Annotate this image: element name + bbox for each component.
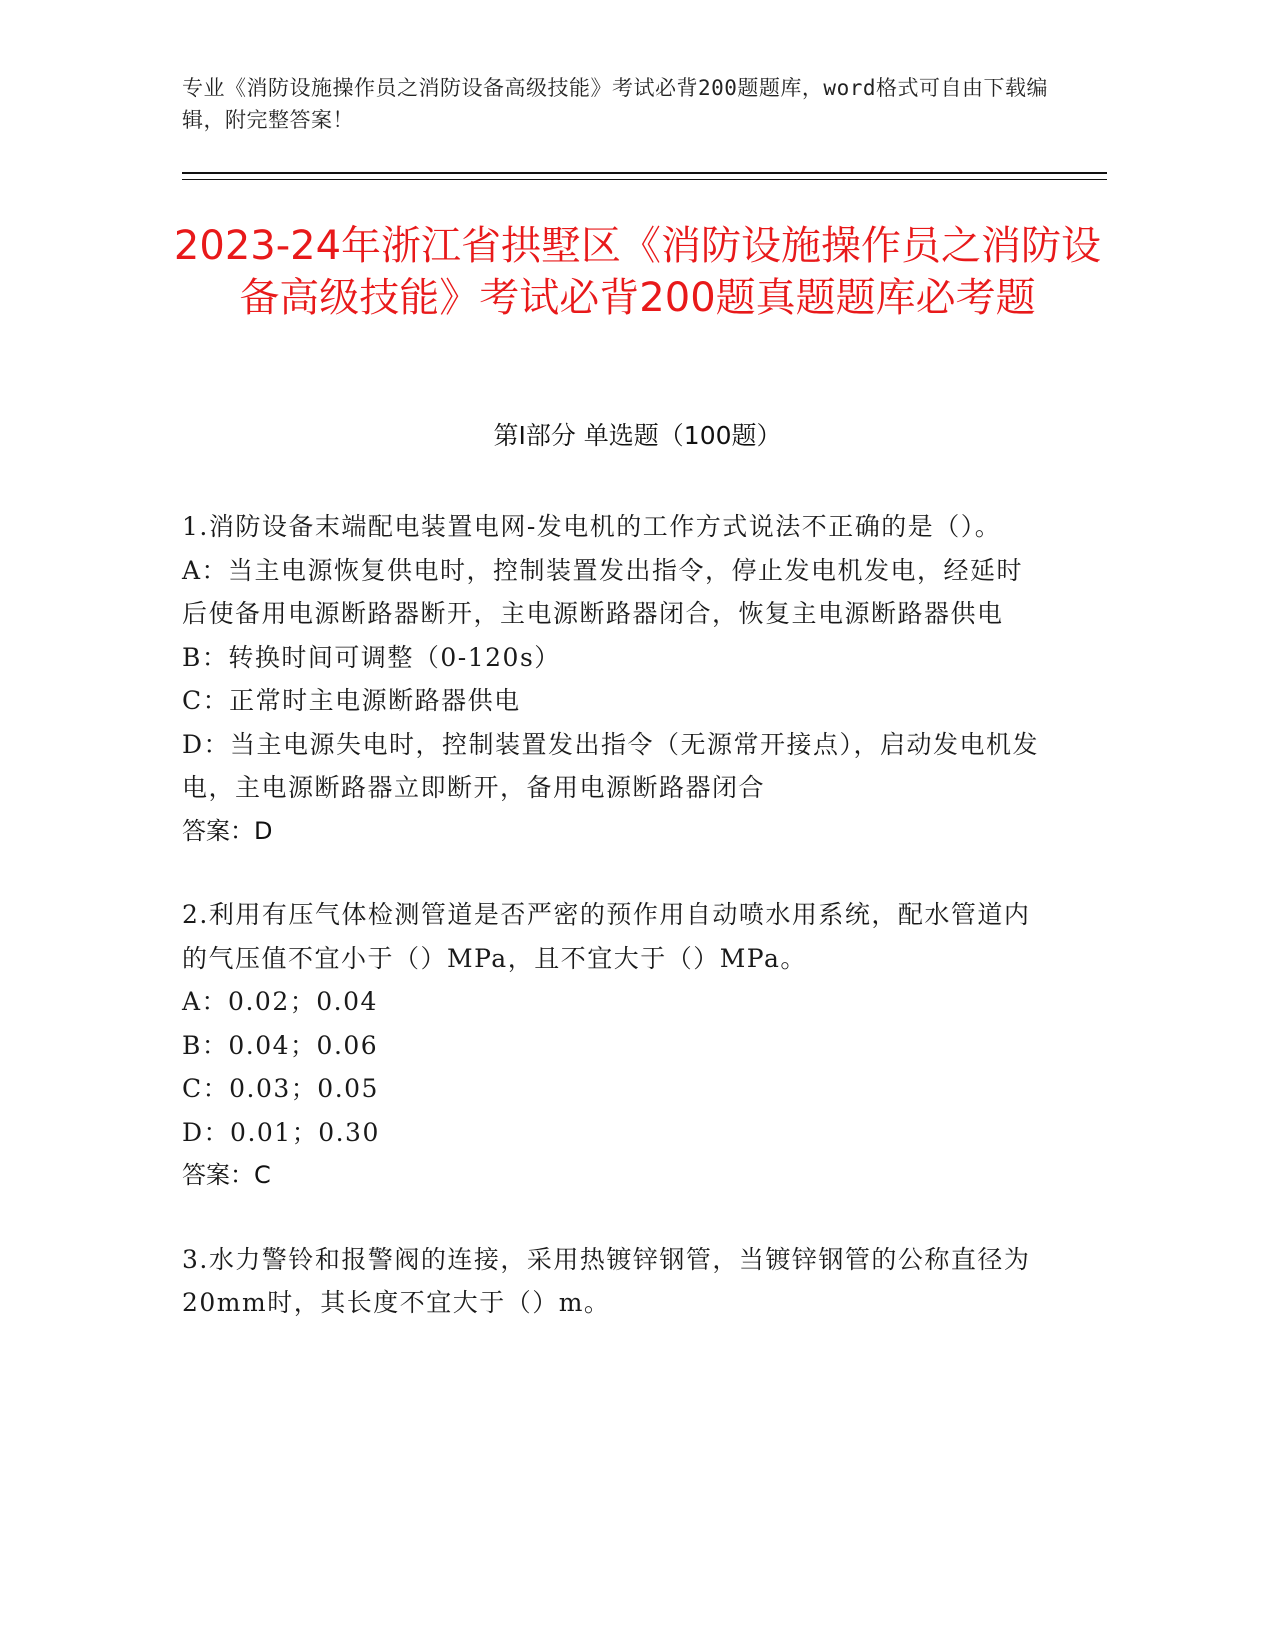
option-c: C：0.03；0.05 xyxy=(182,1074,379,1103)
option-b: B：转换时间可调整（0-120s） xyxy=(182,642,561,672)
header-rule-thin xyxy=(182,179,1107,180)
option-a: A：0.02；0.04 xyxy=(182,987,378,1016)
answer: 答案：D xyxy=(182,816,273,845)
document-title: 2023-24年浙江省拱墅区《消防设施操作员之消防设备高级技能》考试必背200题真题题库必考题 xyxy=(173,223,1102,321)
option-a: A：当主电源恢复供电时，控制装置发出指令，停止发电机发电，经延时后使备用电源断路器断开，主电源断路器闭合，恢复主电源断路器供电 xyxy=(182,555,1024,628)
question-stem: 2.利用有压气体检测管道是否严密的预作用自动喷水用系统，配水管道内的气压值不宜小于（）MPa，且不宜大于（）MPa。 xyxy=(182,900,1031,973)
header-rule-thick xyxy=(182,172,1107,174)
option-d: D：当主电源失电时，控制装置发出指令（无源常开接点），启动发电机发电，主电源断路器立即断开，备用电源断路器闭合 xyxy=(182,729,1040,802)
section-heading: 第I部分 单选题（100题） xyxy=(493,421,782,450)
option-c: C：正常时主电源断路器供电 xyxy=(182,686,521,715)
question-stem: 3.水力警铃和报警阀的连接，采用热镀锌钢管，当镀锌钢管的公称直径为20mm时，其长度不宜大于（）m。 xyxy=(182,1244,1031,1317)
answer: 答案：C xyxy=(182,1161,271,1189)
option-b: B：0.04；0.06 xyxy=(182,1030,379,1060)
question-1 xyxy=(182,505,1042,853)
question-3 xyxy=(182,1238,1042,1325)
question-2 xyxy=(182,893,1042,1198)
header-note: 专业《消防设施操作员之消防设备高级技能》考试必背200题题库，word格式可自由下载编辑，附完整答案！ xyxy=(182,76,1048,132)
option-d: D：0.01；0.30 xyxy=(182,1117,380,1147)
question-list xyxy=(182,505,1042,1365)
question-stem: 1.消防设备末端配电装置电网-发电机的工作方式说法不正确的是（）。 xyxy=(182,512,1002,541)
